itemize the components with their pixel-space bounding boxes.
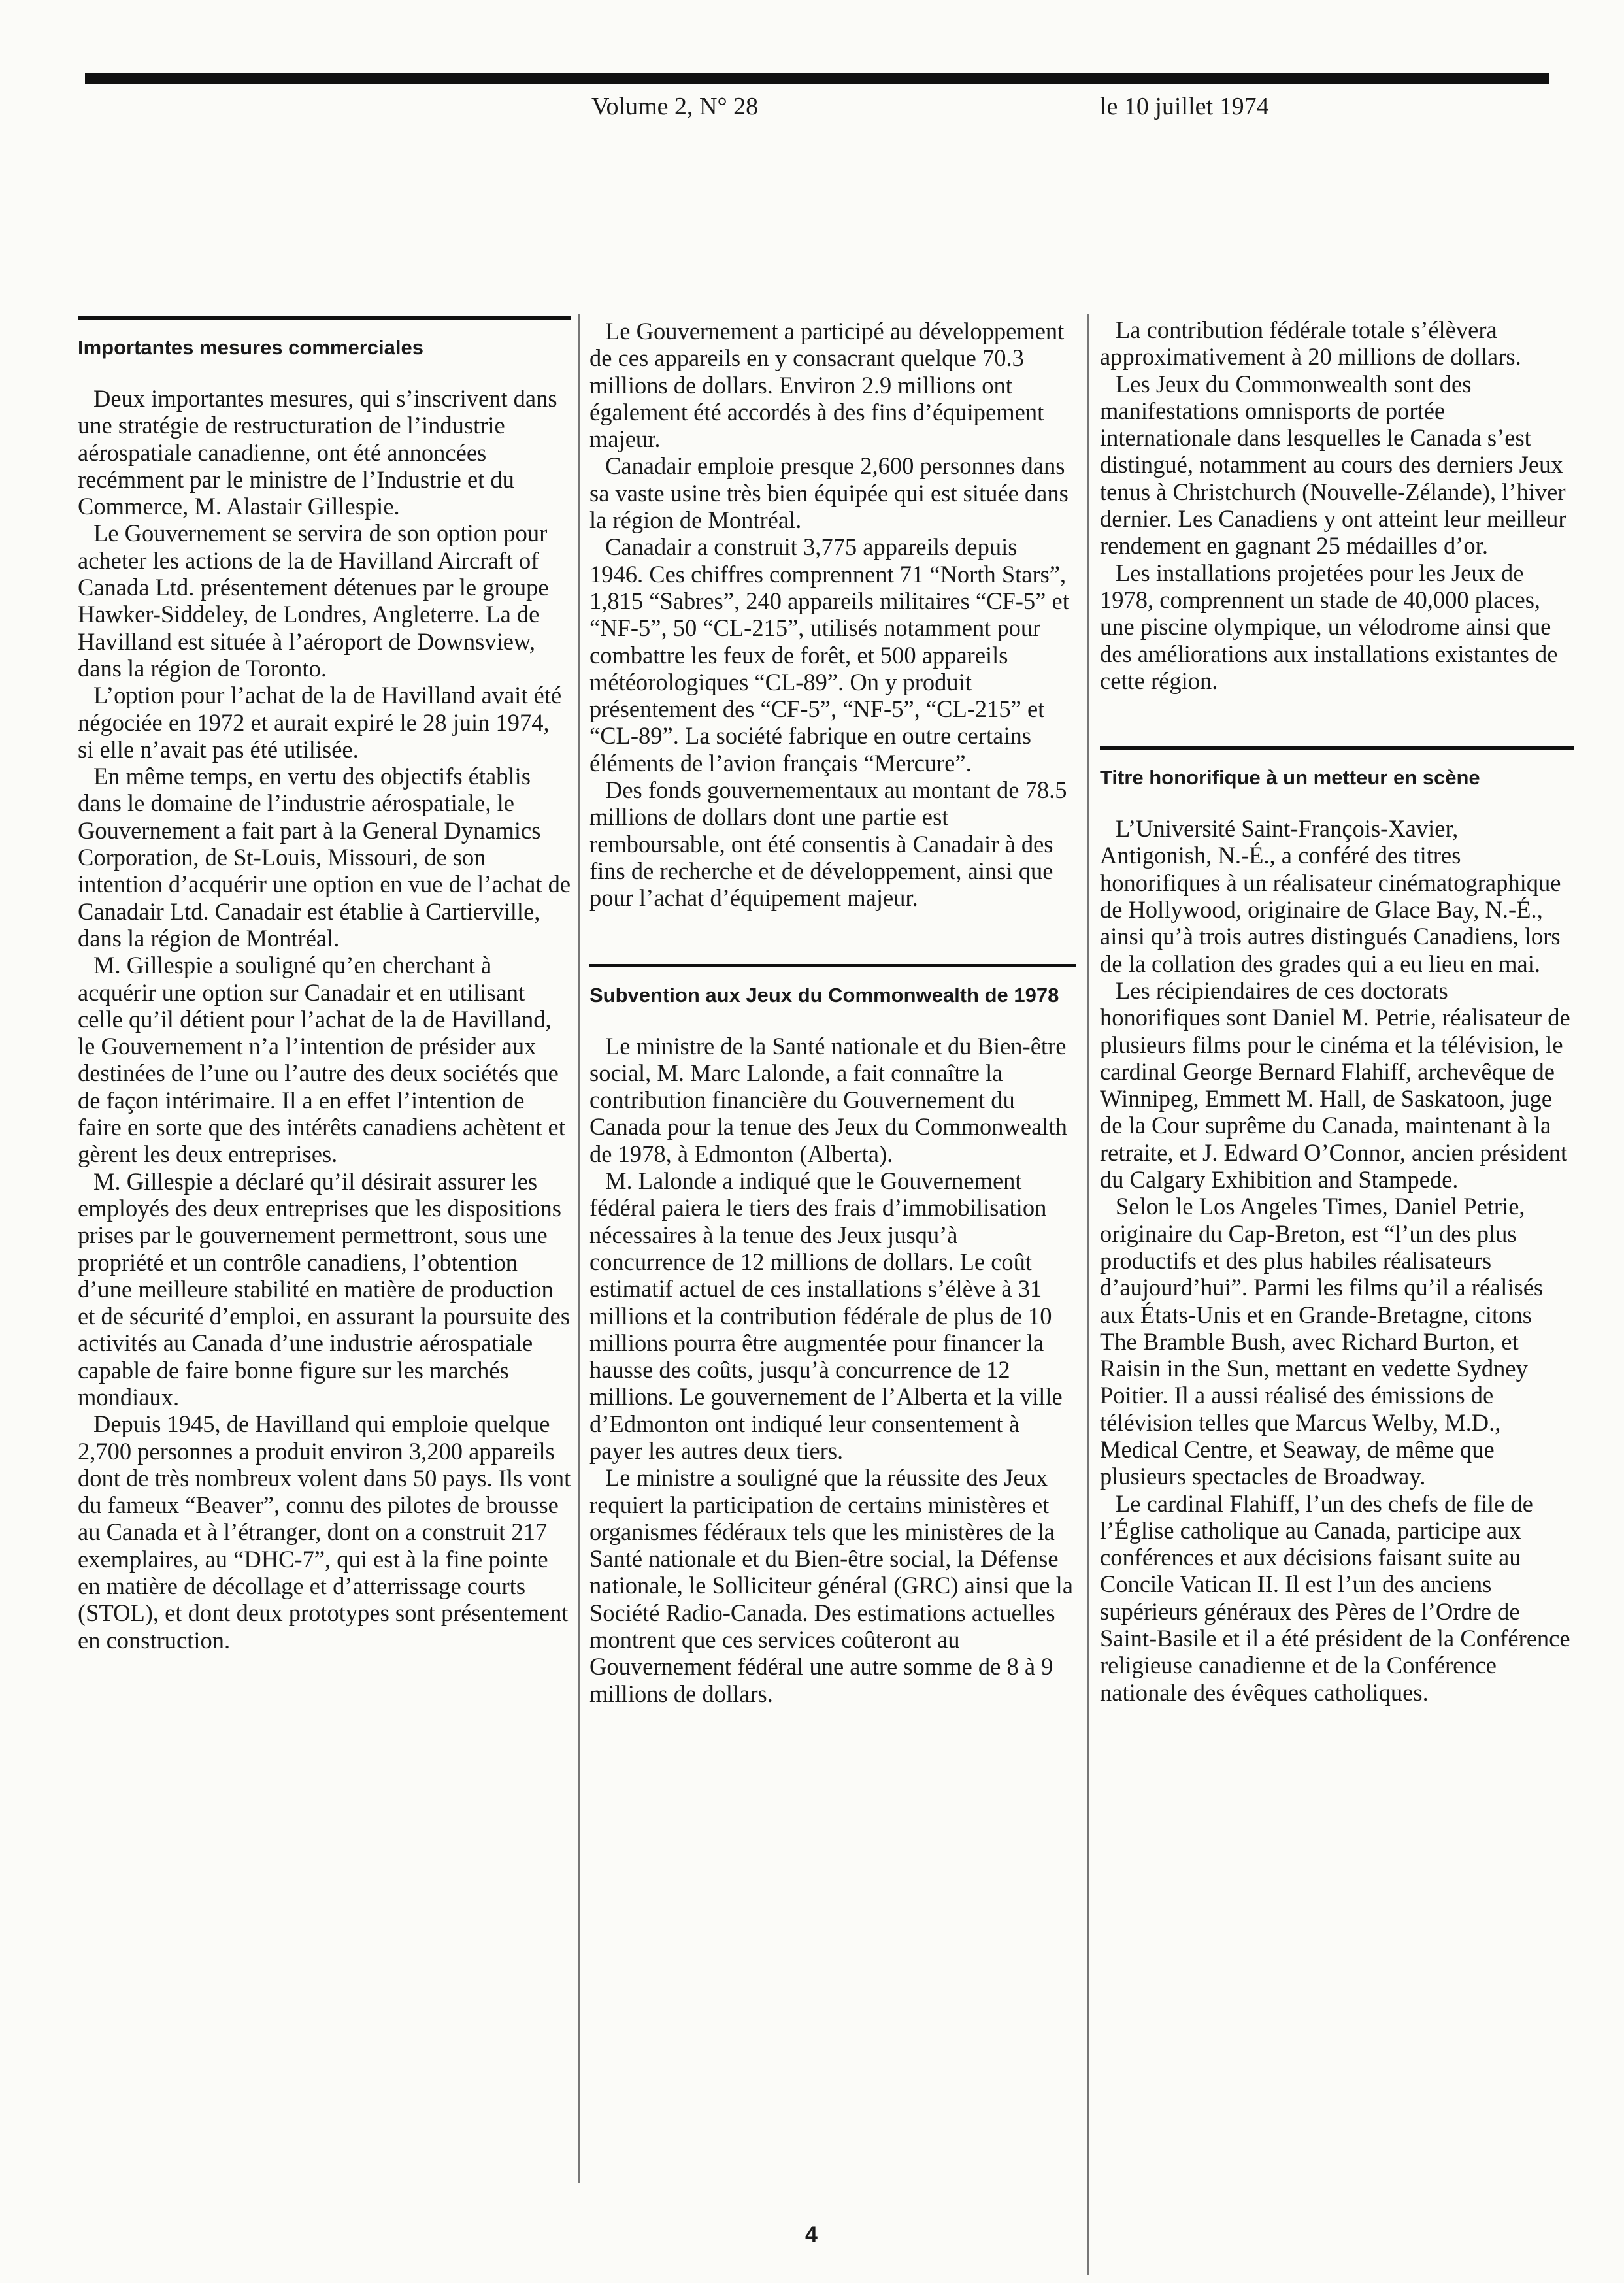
- paragraph: M. Gillespie a déclaré qu’il désirait assurer les employés des deux entreprises que les dispositions prises par le gouvernement permettront, sous une propriété et un contrôle canadiens, l’obtention d’une meilleure stabilité en matière de production et de sécurité d’emploi, en assurant la poursuite des activités au Canada d’une industrie aérospatiale capable de faire bonne figure sur les marchés mondiaux.: [78, 1167, 571, 1410]
- paragraph: Depuis 1945, de Havilland qui emploie quelque 2,700 personnes a produit environ 3,200 appareils dont de très nombreux volent dans 50 pays. Ils vont du fameux “Beaver”, connu des pilotes de brousse au Canada et à l’étranger, dont on a construit 217 exemplaires, au “DHC-7”, qui est à la fine pointe en matière de décollage et d’atterrissage courts (STOL), et dont deux prototypes sont présentement en construction.: [78, 1410, 571, 1654]
- paragraph: Selon le Los Angeles Times, Daniel Petrie, originaire du Cap-Breton, est “l’un des plus productifs et des plus habiles réalisateurs d’aujourd’hui”. Parmi les films qu’il a réalisés aux États-Unis et en Grande-Bretagne, citons The Bramble Bush, avec Richard Burton, et Raisin in the Sun, mettant en vedette Sydney Poitier. Il a aussi réalisé des émissions de télévision telles que Marcus Welby, M.D., Medical Centre, et Seaway, de même que plusieurs spectacles de Broadway.: [1100, 1193, 1544, 1490]
- section-rule: [1100, 746, 1574, 750]
- top-rule: [85, 73, 1549, 84]
- column-divider: [578, 314, 580, 2183]
- column-2: [589, 318, 1076, 1707]
- article-title: Importantes mesures commerciales: [78, 336, 423, 359]
- spacer: [1100, 694, 1574, 746]
- paragraph: En même temps, en vertu des objectifs établis dans le domaine de l’industrie aérospatiale, le Gouvernement a fait part à la General Dynamics Corporation, de St-Louis, Missouri, de son intention d’acquérir une option en vue de l’achat de Canadair Ltd. Canadair est établie à Cartierville, dans la région de Montréal.: [78, 763, 571, 952]
- spacer: [589, 912, 1076, 964]
- volume-number: Volume 2, N° 28: [591, 93, 759, 120]
- paragraph: Le ministre a souligné que la réussite des Jeux requiert la participation de certains ministères et organismes fédéraux tels que les ministères de la Santé nationale et du Bien-être social, la Défense nationale, le Solliciteur général (GRC) ainsi que la Société Radio-Canada. Des estimations actuelles montrent que ces services coûteront au Gouvernement fédéral une autre somme de 8 à 9 millions de dollars.: [589, 1464, 1073, 1707]
- paragraph: Le ministre de la Santé nationale et du Bien-être social, M. Marc Lalonde, a fait connaître la contribution financière du Gouvernement du Canada pour la tenue des Jeux du Commonwealth de 1978, à Edmonton (Alberta).: [589, 1032, 1067, 1167]
- page-number: 4: [805, 2222, 818, 2247]
- section-rule: [589, 964, 1076, 967]
- paragraph: Les installations projetées pour les Jeux de 1978, comprennent un stade de 40,000 places, une piscine olympique, un vélodrome ainsi que des améliorations aux installations existantes de cette région.: [1100, 559, 1558, 694]
- article-title: Subvention aux Jeux du Commonwealth de 1978: [589, 983, 1059, 1007]
- paragraph: M. Gillespie a souligné qu’en cherchant à acquérir une option sur Canadair et en utilisant celle qu’il détient pour l’achat de la de Havilland, le Gouvernement n’a l’intention de présider aux destinées de l’une ou l’autre des deux sociétés que de façon intérimaire. Il a en effet l’intention de faire en sorte que des intérêts canadiens achètent et gèrent les deux entreprises.: [78, 952, 565, 1168]
- paragraph: Des fonds gouvernementaux au montant de 78.5 millions de dollars dont une partie est remboursable, ont été consentis à Canadair à des fins de recherche et de développement, ainsi que pour l’achat d’équipement majeur.: [589, 776, 1067, 912]
- paragraph: Le Gouvernement a participé au développement de ces appareils en y consacrant quelque 70.3 millions de dollars. Environ 2.9 millions ont également été accordés à des fins d’équipement majeur.: [589, 318, 1065, 453]
- paragraph: Canadair emploie presque 2,600 personnes dans sa vaste usine très bien équipée qui est située dans la région de Montréal.: [589, 452, 1069, 534]
- paragraph: Deux importantes mesures, qui s’inscrivent dans une stratégie de restructuration de l’industrie aérospatiale canadienne, ont été annoncées recémment par le ministre de l’Industrie et du Commerce, M. Alastair Gillespie.: [78, 385, 557, 520]
- paragraph: Les récipiendaires de ces doctorats honorifiques sont Daniel M. Petrie, réalisateur de plusieurs films pour le cinéma et la télévision, le cardinal George Bernard Flahiff, archevêque de Winnipeg, Emmett M. Hall, de Saskatoon, juge de la Cour suprême du Canada, maintenant à la retraite, et J. Edward O’Connor, ancien président du Calgary Exhibition and Stampede.: [1100, 976, 1570, 1193]
- paragraph: La contribution fédérale totale s’élèvera approximativement à 20 millions de dollars.: [1100, 316, 1521, 371]
- column-1: [78, 316, 571, 1654]
- paragraph: Le Gouvernement se servira de son option pour acheter les actions de la de Havilland Aircraft of Canada Ltd. présentement détenues par le groupe Hawker-Siddeley, de Londres, Angleterre. La de Havilland est située à l’aéroport de Downsview, dans la région de Toronto.: [78, 520, 549, 682]
- paragraph: L’option pour l’achat de la de Havilland avait été négociée en 1972 et aurait expiré le 28 juin 1974, si elle n’avait pas été utilisée.: [78, 682, 562, 763]
- paragraph: Le cardinal Flahiff, l’un des chefs de file de l’Église catholique au Canada, participe aux conférences et aux décisions faisant suite au Concile Vatican II. Il est l’un des anciens supérieurs généraux des Pères de l’Ordre de Saint-Basile et il a été président de la Conférence religieuse canadienne et de la Conférence nationale des évêques catholiques.: [1100, 1490, 1570, 1706]
- paragraph: Canadair a construit 3,775 appareils depuis 1946. Ces chiffres comprennent 71 “North Stars”, 1,815 “Sabres”, 240 appareils militaires “CF-5” et “NF-5”, 50 “CL-215”, utilisés notamment pour combattre les feux de forêt, et 500 appareils météorologiques “CL-89”. On y produit présentement des “CF-5”, “NF-5”, “CL-215” et “CL-89”. La société fabrique en outre certains éléments de l’avion français “Mercure”.: [589, 533, 1069, 776]
- column-3: [1100, 316, 1574, 1706]
- column-divider: [1087, 314, 1089, 2275]
- paragraph: Les Jeux du Commonwealth sont des manifestations omnisports de portée internationale dans lesquelles le Canada s’est distingué, notamment au cours des derniers Jeux tenus à Christchurch (Nouvelle-Zélande), l’hiver dernier. Les Canadiens y ont atteint leur meilleur rendement en gagnant 25 médailles d’or.: [1100, 370, 1566, 559]
- article-title: Titre honorifique à un metteur en scène: [1100, 766, 1480, 790]
- section-rule: [78, 316, 571, 320]
- paragraph: L’Université Saint-François-Xavier, Antigonish, N.-É., a conféré des titres honorifiques à un réalisateur cinématographique de Hollywood, originaire de Glace Bay, N.-É., ainsi qu’à trois autres distingués Canadiens, lors de la collation des grades qui a eu lieu en mai.: [1100, 815, 1561, 977]
- issue-date: le 10 juillet 1974: [1100, 93, 1269, 120]
- paragraph: M. Lalonde a indiqué que le Gouvernement fédéral paiera le tiers des frais d’immobilisation nécessaires à la tenue des Jeux jusqu’à concurrence de 12 millions de dollars. Le coût estimatif actuel de ces installations s’élève à 31 millions et la contribution fédérale de plus de 10 millions pourra être augmentée pour financer la hausse des coûts, jusqu’à concurrence de 12 millions. Le gouvernement de l’Alberta et la ville d’Edmonton ont indiqué leur consentement à payer les autres deux tiers.: [589, 1167, 1063, 1464]
